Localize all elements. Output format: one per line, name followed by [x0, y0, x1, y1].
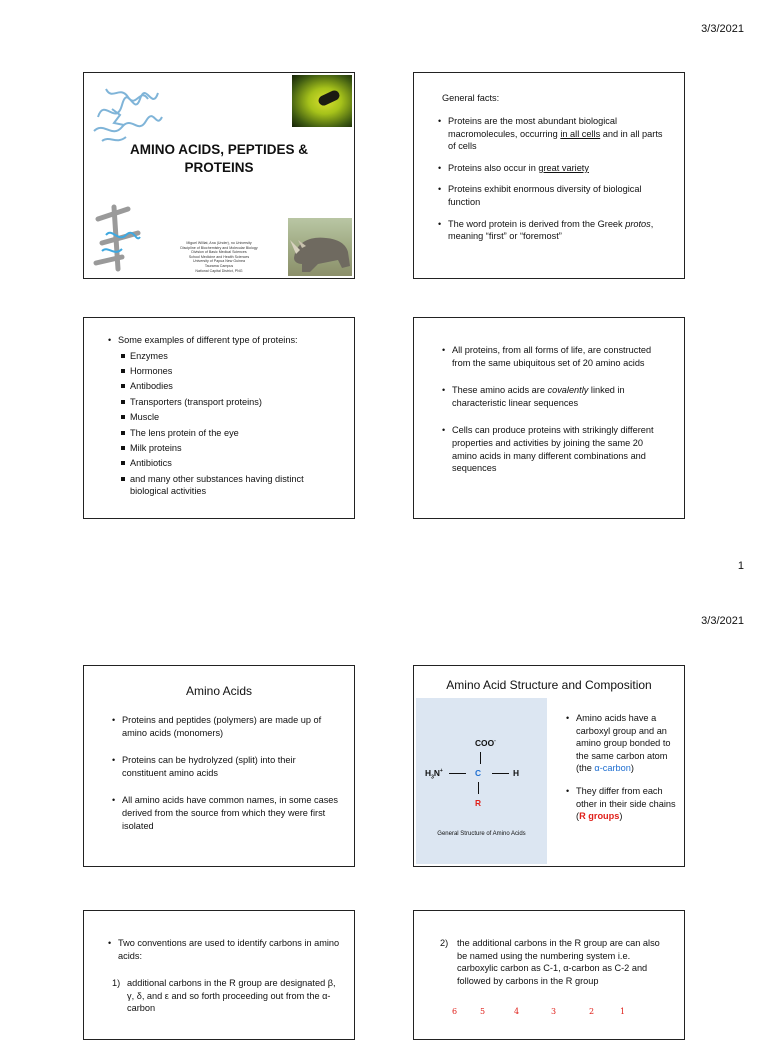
item-text: the additional carbons in the R group are can also be named using the numbering system i.e. carboxylic carbon as C-1, α-carbon as C-2 and followed by carbons in the R group — [457, 938, 660, 986]
fact-text: , meaning “first” or “foremost” — [448, 218, 654, 242]
convention-item-2 — [440, 937, 670, 987]
list-item — [448, 183, 672, 208]
title-line-2: PROTEINS — [184, 160, 254, 175]
carbon-number: 6 — [452, 1007, 458, 1016]
list-item — [452, 344, 668, 369]
coo-charge: - — [494, 738, 496, 745]
slide-heading: General facts: — [442, 93, 500, 103]
fact-text: Proteins are the most abundant biological macromolecules, occurring — [448, 116, 618, 139]
credit-line: School Medicine and Health Sciences — [188, 254, 250, 259]
fact-text: All proteins, from all forms of life, are constructed from the same ubiquitous set of 20 amino acids — [452, 345, 652, 368]
list-item: Muscle — [130, 411, 344, 423]
list-item — [118, 334, 344, 498]
r-group-label: R — [475, 798, 482, 808]
title-line-1: AMINO ACIDS, PEPTIDES & — [129, 142, 309, 157]
slide-structure-composition — [413, 665, 685, 867]
fact-text: Proteins and peptides (polymers) are made up of amino acids (monomers) — [122, 715, 322, 738]
examples-intro: Some examples of different type of proteins: — [118, 335, 298, 345]
bond-line — [449, 773, 466, 774]
fact-text: Two conventions are used to identify carbons in amino acids: — [118, 938, 340, 961]
fact-text: Cells can produce proteins with strikingly different properties and activities by joining the same 20 amino acids in many different combinations and sequences — [452, 425, 654, 474]
fact-text: All amino acids have common names, in some cases derived from the source from which they were first isolated — [122, 795, 339, 831]
author-credits — [144, 241, 294, 273]
slide-heading: Amino Acids — [185, 684, 253, 698]
list-item — [448, 162, 672, 175]
alpha-carbon-label: C — [475, 768, 482, 778]
facts-list — [434, 115, 672, 252]
examples-list — [104, 334, 344, 501]
hydrogen-label: H — [513, 768, 520, 778]
fact-italic: protos — [625, 218, 651, 229]
bond-line — [478, 782, 479, 794]
fact-text: Amino acids have a carboxyl group and an amino group bonded to the same carbon atom (the — [576, 713, 671, 774]
carbon-number: 3 — [551, 1007, 557, 1016]
credit-line: National Capital District, PNG — [195, 268, 243, 273]
credit-line: Division of Basic Medical Sciences — [191, 250, 247, 255]
bond-line — [480, 752, 481, 764]
rhino-image — [288, 218, 352, 276]
list-item — [452, 384, 668, 409]
n-text: N — [433, 768, 440, 778]
list-item: and many other substances having distinct biological activities — [130, 473, 344, 498]
h-text: H — [425, 768, 432, 778]
protein-structure-image — [90, 77, 166, 147]
list-item — [122, 794, 340, 832]
slide-title — [83, 72, 355, 279]
fact-underline: in all cells — [560, 128, 601, 139]
coo-text: COO — [475, 738, 495, 748]
fact-text: Proteins exhibit enormous diversity of biological function — [448, 184, 642, 207]
item-number: 2) — [440, 938, 449, 948]
page-date: 3/3/2021 — [701, 615, 744, 627]
credit-line: Taurama Campus — [204, 263, 234, 268]
list-item — [448, 218, 672, 243]
r-groups-term: R groups — [579, 811, 620, 822]
fact-text: The word protein is derived from the Greek — [448, 218, 626, 229]
slide-amino-acids — [83, 665, 355, 867]
fact-text: and in all parts of cells — [448, 128, 663, 152]
carbon-number: 5 — [480, 1007, 486, 1016]
slide-protein-examples — [83, 317, 355, 519]
amino-label — [425, 768, 443, 781]
list-item — [122, 714, 340, 739]
slide-title-text — [84, 141, 354, 177]
fact-italic: covalently — [547, 385, 589, 396]
list-item — [122, 754, 340, 779]
slide-general-facts — [413, 72, 685, 279]
list-item: Antibiotics — [130, 457, 344, 469]
list-item: The lens protein of the eye — [130, 427, 344, 439]
fact-text: Proteins also occur in — [448, 162, 539, 173]
list-item: Transporters (transport proteins) — [130, 396, 344, 408]
slide-numbering-system — [413, 910, 685, 1040]
structure-caption: General Structure of Amino Acids — [437, 831, 526, 837]
credit-line: University of Papua New Guinea — [193, 259, 245, 264]
list-item: Hormones — [130, 365, 344, 377]
carbon-number: 2 — [589, 1007, 595, 1016]
carbon-number: 4 — [514, 1007, 520, 1016]
page-date: 3/3/2021 — [701, 23, 744, 35]
bond-line — [492, 773, 509, 774]
amino-acids-list — [108, 714, 340, 841]
carbon-number: 1 — [620, 1007, 626, 1016]
list-item — [118, 937, 344, 962]
credit-line: Discipline of Biochemistry and Molecular Biology — [180, 245, 258, 250]
slide-heading: Amino Acid Structure and Composition — [446, 678, 652, 692]
bacterium-image — [292, 75, 352, 127]
structure-list — [562, 712, 678, 832]
n-charge: + — [439, 768, 443, 775]
convention-item-1 — [112, 977, 340, 1015]
alpha-carbon-term: α-carbon — [594, 763, 631, 774]
item-text: additional carbons in the R group are designated β, γ, δ, and ε and so forth proceeding out from the α-carbon — [127, 978, 336, 1014]
fact-text: ) — [630, 763, 634, 774]
list-item — [452, 424, 668, 474]
list-item: Enzymes — [130, 350, 344, 362]
list-item — [576, 785, 678, 823]
list-item — [448, 115, 672, 153]
structure-panel — [416, 698, 547, 864]
examples-sublist — [118, 350, 344, 498]
molecule-image — [88, 199, 150, 277]
fact-text: linked in characteristic linear sequences — [452, 385, 625, 408]
slide-carbon-conventions — [83, 910, 355, 1040]
carboxyl-label — [475, 738, 496, 748]
fact-text: These amino acids are — [452, 385, 548, 396]
list-item: Antibodies — [130, 380, 344, 392]
conventions-list — [104, 937, 344, 971]
fact-text: ) — [619, 811, 623, 822]
fact-underline: great variety — [538, 162, 589, 173]
h-subscript: 3 — [431, 774, 434, 781]
list-item — [576, 712, 678, 775]
list-item: Milk proteins — [130, 442, 344, 454]
credit-line: Miguel Williat, Ana (Under), no University — [186, 241, 252, 245]
fact-text: Proteins can be hydrolyzed (split) into their constituent amino acids — [122, 755, 296, 778]
slide-twenty-amino-acids — [413, 317, 685, 519]
fact-text: They differ from each other in their side chains ( — [576, 785, 676, 822]
page-number: 1 — [737, 560, 744, 572]
item-number: 1) — [112, 978, 121, 988]
amino-facts-list — [438, 344, 668, 484]
